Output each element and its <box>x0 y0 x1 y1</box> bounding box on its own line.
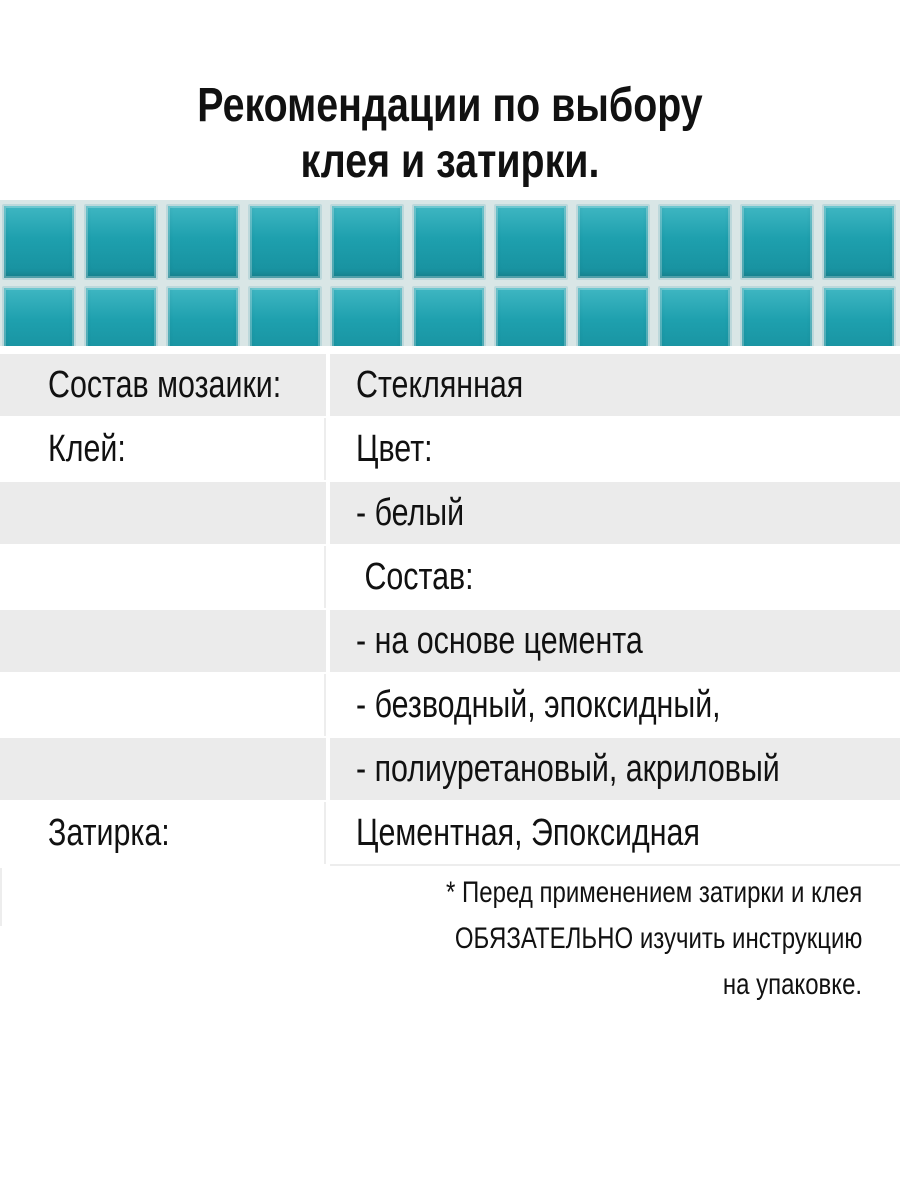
table-row <box>0 546 900 610</box>
row-label <box>0 546 326 608</box>
mosaic-tile <box>576 286 650 346</box>
usage-note <box>342 870 862 1008</box>
recommendation-table <box>0 354 900 866</box>
mosaic-tile <box>658 204 732 280</box>
table-row <box>0 418 900 482</box>
title-line-1: Рекомендации по выбору <box>197 79 703 132</box>
mosaic-tile <box>84 286 158 346</box>
note-line-3: на упаковке. <box>722 968 862 1001</box>
mosaic-tile <box>412 204 486 280</box>
row-label <box>0 738 326 800</box>
mosaic-tile <box>2 204 76 280</box>
row-value: - безводный, эпоксидный, <box>356 684 721 726</box>
mosaic-tile <box>822 204 896 280</box>
note-line-1: * Перед применением затирки и клея <box>445 876 862 909</box>
mosaic-tile <box>822 286 896 346</box>
mosaic-tile <box>2 286 76 346</box>
row-value: Стеклянная <box>330 354 900 416</box>
row-label <box>0 674 326 736</box>
mosaic-tile <box>166 286 240 346</box>
table-row <box>0 610 900 674</box>
row-label <box>0 610 326 672</box>
mosaic-tile <box>330 286 404 346</box>
mosaic-tile <box>576 204 650 280</box>
table-row <box>0 674 900 738</box>
mosaic-tile <box>740 286 814 346</box>
mosaic-tile-image <box>0 200 900 346</box>
mosaic-tile <box>166 204 240 280</box>
title-line-2: клея и затирки. <box>300 135 600 188</box>
mosaic-tile <box>494 286 568 346</box>
mosaic-tile <box>740 204 814 280</box>
row-value: Цементная, Эпоксидная <box>356 812 700 854</box>
row-label <box>0 482 326 544</box>
mosaic-tile <box>494 204 568 280</box>
table-bottom-divider <box>330 864 900 866</box>
row-value: - белый <box>330 482 900 544</box>
mosaic-tile <box>84 204 158 280</box>
note-line-2: ОБЯЗАТЕЛЬНО изучить инструкцию <box>454 922 862 955</box>
row-label: Клей: <box>0 418 326 480</box>
row-value: - на основе цемента <box>330 610 900 672</box>
table-row <box>0 354 900 418</box>
row-value: - полиуретановый, акриловый <box>330 738 900 800</box>
table-row <box>0 482 900 546</box>
row-value: Цвет: <box>356 428 433 470</box>
mosaic-tile <box>248 204 322 280</box>
row-value: Состав: <box>356 556 474 598</box>
table-row <box>0 802 900 866</box>
page-title <box>81 78 819 190</box>
table-row <box>0 738 900 802</box>
mosaic-tile <box>658 286 732 346</box>
row-label: Затирка: <box>0 802 326 864</box>
mosaic-tile <box>330 204 404 280</box>
mosaic-tile <box>248 286 322 346</box>
mosaic-tile <box>412 286 486 346</box>
row-label: Состав мозаики: <box>0 354 326 416</box>
note-left-divider <box>0 868 2 926</box>
